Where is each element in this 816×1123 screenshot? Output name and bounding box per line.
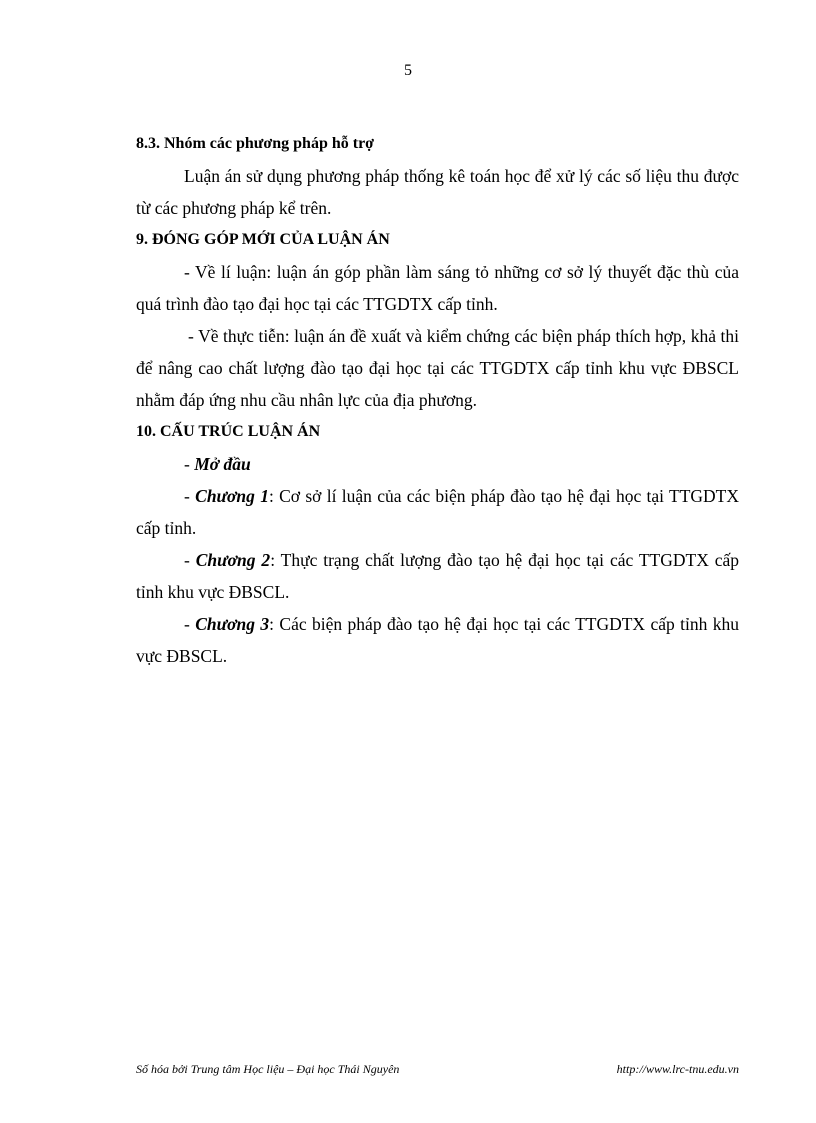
section-10-heading: 10. CẤU TRÚC LUẬN ÁN (136, 423, 321, 440)
section-9-paragraph-2: - Về thực tiễn: luận án đề xuất và kiểm chứng các biện pháp thích hợp, khả thi để nâng cao chất lượng đào tạo đại học tại các TTGDTX cấp tỉnh khu vực ĐBSCL nhằm đáp ứng nhu cầu nhân lực của địa phương. (136, 326, 739, 410)
section-8-3-paragraph: Luận án sử dụng phương pháp thống kê toán học để xử lý các số liệu thu được từ các phương pháp kể trên. (136, 166, 739, 218)
chapter-3-dash: - (184, 614, 196, 634)
page-number: 5 (404, 62, 412, 79)
structure-item-chapter-1 (136, 480, 739, 544)
intro-dash: - (184, 454, 195, 474)
chapter-1-text: : Cơ sở lí luận của các biện pháp đào tạo hệ đại học tại TTGDTX cấp tỉnh. (136, 486, 739, 538)
structure-item-chapter-3 (136, 608, 739, 672)
structure-item-intro (136, 448, 739, 480)
section-9-paragraph-1: - Về lí luận: luận án góp phần làm sáng tỏ những cơ sở lý thuyết đặc thù của quá trình đào tạo đại học tại các TTGDTX cấp tỉnh. (136, 262, 739, 314)
chapter-1-label: Chương 1 (195, 486, 269, 506)
chapter-3-text: : Các biện pháp đào tạo hệ đại học tại các TTGDTX cấp tỉnh khu vực ĐBSCL. (136, 614, 740, 666)
chapter-2-text: : Thực trạng chất lượng đào tạo hệ đại học tại các TTGDTX cấp tỉnh khu vực ĐBSCL. (136, 550, 740, 602)
structure-item-chapter-2 (136, 544, 739, 608)
chapter-2-dash: - (184, 550, 196, 570)
chapter-2-label: Chương 2 (195, 550, 271, 570)
footer-url: http://www.lrc-tnu.edu.vn (616, 1062, 739, 1076)
chapter-1-dash: - (184, 486, 196, 506)
intro-label: Mở đầu (194, 454, 251, 474)
chapter-3-label: Chương 3 (195, 614, 270, 634)
section-9-heading: 9. ĐÓNG GÓP MỚI CỦA LUẬN ÁN (136, 231, 390, 248)
footer-source-text: Số hóa bởi Trung tâm Học liệu – Đại học Thái Nguyên (136, 1062, 400, 1076)
section-8-3-heading: 8.3. Nhóm các phương pháp hỗ trợ (136, 135, 375, 152)
document-body (136, 128, 739, 672)
